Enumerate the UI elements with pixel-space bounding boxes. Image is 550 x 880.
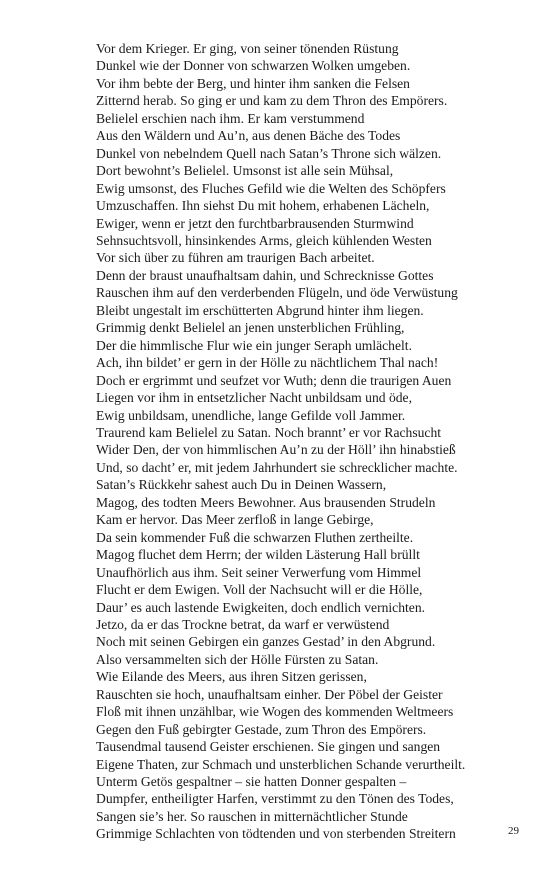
poem-line: Unaufhörlich aus ihm. Seit seiner Verwerfung vom Himmel xyxy=(96,564,422,580)
poem-line: Flucht er dem Ewigen. Voll der Nachsucht will er die Hölle, xyxy=(96,582,423,598)
poem-line: Magog fluchet dem Herrn; der wilden Lästerung Hall brüllt xyxy=(96,547,420,563)
page-number: 29 xyxy=(508,825,519,837)
poem-line: Sehnsuchtsvoll, hinsinkendes Arms, gleich kühlenden Westen xyxy=(96,232,432,248)
poem-line: Rauschen ihm auf den verderbenden Flügeln, und öde Verwüstung xyxy=(96,285,458,301)
poem-line: Dunkel von nebelndem Quell nach Satan’s Throne sich wälzen. xyxy=(96,145,442,161)
poem-line: Floß mit ihnen unzählbar, wie Wogen des kommenden Weltmeers xyxy=(96,704,454,720)
poem-line: Also versammelten sich der Hölle Fürsten zu Satan. xyxy=(96,651,379,667)
poem-line: Doch er ergrimmt und seufzet vor Wuth; denn die traurigen Auen xyxy=(96,372,452,388)
poem-line: Jetzo, da er das Trockne betrat, da warf er verwüstend xyxy=(96,616,390,632)
poem-line: Bleibt ungestalt im erschütterten Abgrund hinter ihm liegen. xyxy=(96,302,424,318)
poem-line: Rauschten sie hoch, unaufhaltsam einher. Der Pöbel der Geister xyxy=(96,686,443,702)
poem-line: Dort bewohnt’s Belielel. Umsonst ist alle sein Mühsal, xyxy=(96,163,394,179)
poem-line: Aus den Wäldern und Au’n, aus denen Bäche des Todes xyxy=(96,128,401,144)
poem-line: Belielel erschien nach ihm. Er kam verstummend xyxy=(96,110,365,126)
poem-line: Ewig unbildsam, unendliche, lange Gefilde voll Jammer. xyxy=(96,407,406,423)
poem-line: Denn der braust unaufhaltsam dahin, und Schrecknisse Gottes xyxy=(96,267,434,283)
poem-line: Noch mit seinen Gebirgen ein ganzes Gestad’ in den Abgrund. xyxy=(96,634,436,650)
poem-line: Dumpfer, entheiligter Harfen, verstimmt zu den Tönen des Todes, xyxy=(96,791,454,807)
poem-line: Vor sich über zu führen am traurigen Bach arbeitet. xyxy=(96,250,375,266)
poem-line: Zitternd herab. So ging er und kam zu dem Thron des Empörers. xyxy=(96,93,448,109)
poem-line: Der die himmlische Flur wie ein junger Seraph umlächelt. xyxy=(96,337,412,353)
poem-line: Liegen vor ihm in entsetzlicher Nacht unbildsam und öde, xyxy=(96,390,412,406)
poem-line: Gegen den Fuß gebirgter Gestade, zum Thron des Empörers. xyxy=(96,721,427,737)
poem-line: Ach, ihn bildet’ er gern in der Hölle zu nächtlichem Thal nach! xyxy=(96,355,439,371)
poem-line: Umzuschaffen. Ihn siehst Du mit hohem, erhabenen Lächeln, xyxy=(96,198,430,214)
poem-line: Und, so dacht’ er, mit jedem Jahrhundert sie schrecklicher machte. xyxy=(96,459,458,475)
poem-line: Vor ihm bebte der Berg, und hinter ihm sanken die Felsen xyxy=(96,75,410,91)
poem-line: Dunkel wie der Donner von schwarzen Wolken umgeben. xyxy=(96,58,411,74)
poem-line: Unterm Getös gespaltner – sie hatten Donner gespalten – xyxy=(96,774,407,790)
poem-line: Grimmig denkt Belielel an jenen unsterblichen Frühling, xyxy=(96,320,405,336)
poem-line: Vor dem Krieger. Er ging, von seiner tönenden Rüstung xyxy=(96,41,399,56)
poem-line: Sangen sie’s her. So rauschen in mitternächtlicher Stunde xyxy=(96,808,408,824)
poem-line: Ewig umsonst, des Fluches Gefild wie die Welten des Schöpfers xyxy=(96,180,446,196)
poem-line: Tausendmal tausend Geister erschienen. Sie gingen und sangen xyxy=(96,739,441,755)
poem-line: Daur’ es auch lastende Ewigkeiten, doch endlich vernichten. xyxy=(96,599,426,615)
poem-line: Wider Den, der von himmlischen Au’n zu der Höll’ ihn hinabstieß xyxy=(96,442,456,458)
poem-line: Kam er hervor. Das Meer zerfloß in lange Gebirge, xyxy=(96,512,374,528)
poem-line: Da sein kommender Fuß die schwarzen Fluthen zertheilte. xyxy=(96,529,414,545)
poem-line: Satan’s Rückkehr sahest auch Du in Deinen Wassern, xyxy=(96,477,387,493)
poem-text xyxy=(96,40,526,843)
poem-line: Traurend kam Belielel zu Satan. Noch brannt’ er vor Rachsucht xyxy=(96,424,442,440)
poem-line: Wie Eilande des Meers, aus ihren Sitzen gerissen, xyxy=(96,669,367,685)
poem-line: Eigene Thaten, zur Schmach und unsterblichen Schande verurtheilt. xyxy=(96,756,466,772)
poem-line: Ewiger, wenn er jetzt den furchtbarbrausenden Sturmwind xyxy=(96,215,414,231)
poem-line: Magog, des todten Meers Bewohner. Aus brausenden Strudeln xyxy=(96,494,436,510)
poem-line: Grimmige Schlachten von tödtenden und von sterbenden Streitern xyxy=(96,826,456,842)
